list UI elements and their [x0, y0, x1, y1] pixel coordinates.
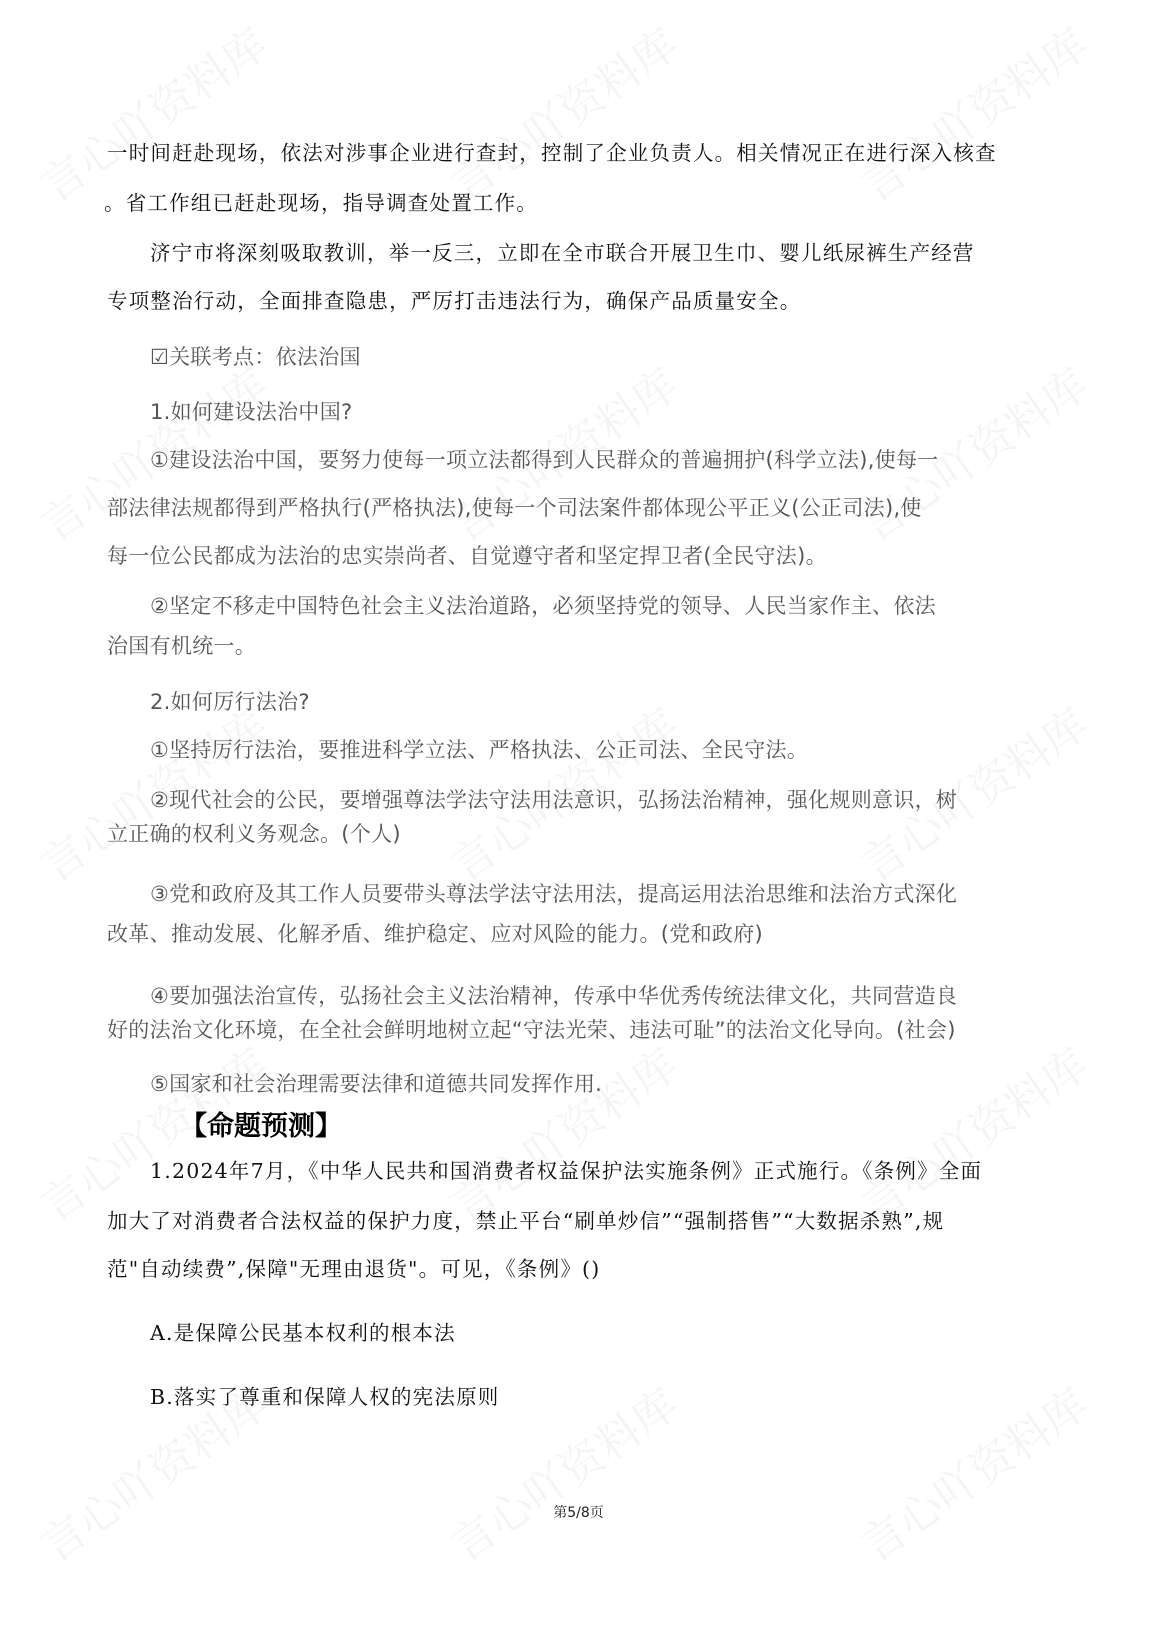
knowledge-line: 立正确的权利义务观念。(个人)	[107, 822, 401, 846]
paragraph-line: 专项整治行动，全面排查隐患，严厉打击违法行为，确保产品质量安全。	[107, 289, 802, 313]
question-line: 加大了对消费者合法权益的保护力度，禁止平台“刷单炒信”“强制搭售”“大数据杀熟”,规	[107, 1209, 945, 1233]
knowledge-line: 每一位公民都成为法治的忠实崇尚者、自觉遵守者和坚定捍卫者(全民守法)。	[107, 544, 827, 568]
option-a: A.是保障公民基本权利的根本法	[150, 1321, 456, 1345]
knowledge-line: ③党和政府及其工作人员要带头尊法学法守法用法，提高运用法治思维和法治方式深化	[150, 882, 958, 906]
knowledge-line: ①建设法治中国，要努力使每一项立法都得到人民群众的普遍拥护(科学立法),使每一	[150, 448, 939, 472]
knowledge-line: 改革、推动发展、化解矛盾、维护稳定、应对风险的能力。(党和政府)	[107, 922, 763, 946]
page-number: 第5/8页	[553, 1505, 604, 1521]
knowledge-line: 部法律法规都得到严格执行(严格执法),使每一个司法案件都体现公平正义(公正司法),使	[107, 496, 922, 520]
watermark-text	[26, 10, 279, 214]
paragraph-line: 济宁市将深刻吸取教训，举一反三，立即在全市联合开展卫生巾、婴儿纸尿裤生产经营	[150, 241, 975, 265]
paragraph-line: 一时间赶赴现场，依法对涉事企业进行查封，控制了企业负责人。相关情况正在进行深入核查	[107, 141, 997, 165]
watermark-text	[846, 1370, 1099, 1574]
watermark-text	[436, 10, 689, 214]
paragraph-line: 。省工作组已赶赴现场，指导调查处置工作。	[104, 191, 538, 215]
knowledge-line: ④要加强法治宣传，弘扬社会主义法治精神，传承中华优秀传统法律文化，共同营造良	[150, 984, 958, 1008]
question-line: 1.2024年7月，《中华人民共和国消费者权益保护法实施条例》正式施行。《条例》全面	[150, 1159, 983, 1183]
knowledge-line: 治国有机统一。	[107, 634, 257, 658]
knowledge-line: ②坚定不移走中国特色社会主义法治道路，必须坚持党的领导、人民当家作主、依法	[150, 594, 936, 618]
knowledge-line: 2.如何厉行法治?	[150, 690, 310, 714]
watermark-text	[846, 10, 1099, 214]
section-heading: 【命题预测】	[180, 1111, 342, 1142]
knowledge-line: 1.如何建设法治中国?	[150, 400, 353, 424]
knowledge-line: 好的法治文化环境，在全社会鲜明地树立起“守法光荣、违法可耻”的法治文化导向。(社会)	[107, 1018, 956, 1042]
key-point-label: ☑关联考点：依法治国	[150, 345, 361, 369]
knowledge-line: ②现代社会的公民，要增强尊法学法守法用法意识，弘扬法治精神，强化规则意识，树	[150, 788, 958, 812]
question-line: 范"自动续费”,保障"无理由退货"。可见，《条例》()	[107, 1257, 601, 1281]
knowledge-line: ①坚持厉行法治，要推进科学立法、严格执法、公正司法、全民守法。	[150, 738, 809, 762]
option-b: B.落实了尊重和保障人权的宪法原则	[150, 1385, 500, 1409]
knowledge-line: ⑤国家和社会治理需要法律和道德共同发挥作用.	[150, 1072, 603, 1096]
